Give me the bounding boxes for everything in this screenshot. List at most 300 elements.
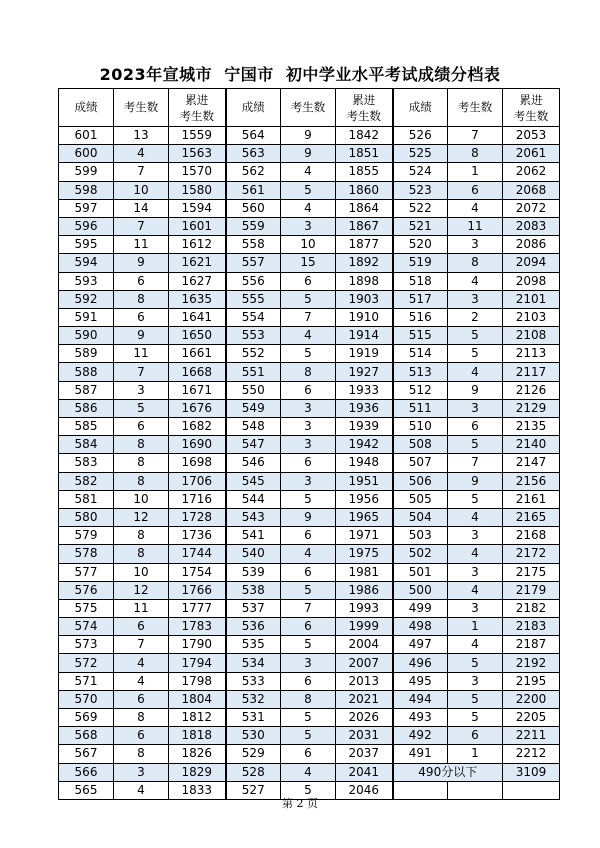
cell-cumulative: 2175 [503, 563, 560, 581]
cell-score: 515 [393, 327, 448, 345]
cell-score: 554 [226, 308, 281, 326]
header-score: 成绩 [59, 89, 114, 127]
cell-count: 8 [114, 545, 169, 563]
cell-cumulative: 2046 [336, 781, 393, 799]
page-number: 第 2 页 [282, 797, 318, 810]
table-row [59, 745, 560, 763]
score-distribution-table [58, 88, 560, 800]
table-row [59, 217, 560, 235]
cell-cumulative: 2211 [503, 727, 560, 745]
cell-count: 4 [281, 199, 336, 217]
cell-count: 3 [281, 418, 336, 436]
cell-cumulative: 2068 [503, 181, 560, 199]
table-row [59, 308, 560, 326]
cell-count: 4 [448, 199, 503, 217]
table-row [59, 236, 560, 254]
cell-cumulative: 2007 [336, 654, 393, 672]
cell-cumulative: 2041 [336, 763, 393, 781]
cell-count: 3 [114, 381, 169, 399]
cell-cumulative: 1728 [169, 508, 226, 526]
cell-count: 8 [114, 472, 169, 490]
cell-count: 4 [448, 272, 503, 290]
table-row [59, 618, 560, 636]
cell-count: 5 [281, 709, 336, 727]
cell-count: 6 [281, 745, 336, 763]
table-row [59, 508, 560, 526]
cell-cumulative: 2192 [503, 654, 560, 672]
header-count: 考生数 [448, 89, 503, 127]
cell-count: 6 [281, 672, 336, 690]
cell-cumulative: 2053 [503, 127, 560, 145]
cell-cumulative: 2061 [503, 145, 560, 163]
cell-cumulative: 1833 [169, 781, 226, 799]
cell-count: 4 [448, 545, 503, 563]
cell-score: 562 [226, 163, 281, 181]
cell-count: 9 [281, 127, 336, 145]
header-row [59, 89, 560, 127]
cell-cumulative: 1942 [336, 436, 393, 454]
cell-cumulative: 2126 [503, 381, 560, 399]
cell-cumulative: 2026 [336, 709, 393, 727]
cell-cumulative: 2031 [336, 727, 393, 745]
cell-count: 2 [448, 308, 503, 326]
cell-cumulative: 1706 [169, 472, 226, 490]
cell-score: 537 [226, 599, 281, 617]
cell-cumulative: 1898 [336, 272, 393, 290]
cell-cumulative: 1794 [169, 654, 226, 672]
table-row [59, 599, 560, 617]
cell-count: 4 [281, 163, 336, 181]
cell-count: 5 [281, 490, 336, 508]
cell-score: 501 [393, 563, 448, 581]
cell-score: 540 [226, 545, 281, 563]
cell-score: 524 [393, 163, 448, 181]
cell-count: 12 [114, 508, 169, 526]
cell-count: 4 [448, 636, 503, 654]
cell-cumulative: 1842 [336, 127, 393, 145]
cell-cumulative: 1804 [169, 690, 226, 708]
cell-cumulative: 1641 [169, 308, 226, 326]
cell-cumulative: 2179 [503, 581, 560, 599]
cell-score: 561 [226, 181, 281, 199]
header-count: 考生数 [281, 89, 336, 127]
cell-cumulative: 2165 [503, 508, 560, 526]
cell-count: 5 [114, 399, 169, 417]
cell-cumulative: 1948 [336, 454, 393, 472]
cell-score: 544 [226, 490, 281, 508]
cell-count: 5 [281, 290, 336, 308]
cell-cumulative: 1777 [169, 599, 226, 617]
cell-score: 558 [226, 236, 281, 254]
cell-score: 545 [226, 472, 281, 490]
table-row [59, 145, 560, 163]
table-row [59, 490, 560, 508]
table-row [59, 290, 560, 308]
cell-cumulative: 2021 [336, 690, 393, 708]
header-count: 考生数 [114, 89, 169, 127]
cell-count: 6 [448, 727, 503, 745]
table-row [59, 163, 560, 181]
cell-cumulative: 2200 [503, 690, 560, 708]
table-row [59, 654, 560, 672]
cell-cumulative: 1790 [169, 636, 226, 654]
cell-score: 520 [393, 236, 448, 254]
cell-cumulative: 1951 [336, 472, 393, 490]
cell-count: 3 [448, 399, 503, 417]
cell-count: 3 [448, 563, 503, 581]
table-row [59, 527, 560, 545]
cell-score: 585 [59, 418, 114, 436]
cell-cumulative: 1798 [169, 672, 226, 690]
title-year-city: 2023年宣城市 [99, 65, 213, 84]
cell-score: 551 [226, 363, 281, 381]
cell-score: 588 [59, 363, 114, 381]
cell-score: 522 [393, 199, 448, 217]
cell-cumulative: 2168 [503, 527, 560, 545]
cell-score: 523 [393, 181, 448, 199]
cell-count: 5 [448, 345, 503, 363]
cell-score: 508 [393, 436, 448, 454]
cell-score: 572 [59, 654, 114, 672]
cell-count: 3 [281, 436, 336, 454]
cell-score: 592 [59, 290, 114, 308]
cell-count: 4 [448, 581, 503, 599]
cell-score: 517 [393, 290, 448, 308]
cell-cumulative: 2187 [503, 636, 560, 654]
cell-count: 7 [281, 308, 336, 326]
cell-count: 5 [281, 581, 336, 599]
cell-score: 512 [393, 381, 448, 399]
cell-count: 11 [448, 217, 503, 235]
cell-count: 9 [281, 508, 336, 526]
cell-cumulative: 2098 [503, 272, 560, 290]
cell-count: 4 [114, 654, 169, 672]
cell-cumulative: 1736 [169, 527, 226, 545]
cell-count: 3 [281, 399, 336, 417]
cell-count: 5 [281, 345, 336, 363]
cell-score: 535 [226, 636, 281, 654]
cell-count: 9 [114, 327, 169, 345]
cell-count: 3 [448, 527, 503, 545]
cell-score: 493 [393, 709, 448, 727]
cell-count: 5 [448, 436, 503, 454]
cell-score: 581 [59, 490, 114, 508]
cell-cumulative: 1682 [169, 418, 226, 436]
cell-cumulative: 1716 [169, 490, 226, 508]
cell-count: 13 [114, 127, 169, 145]
cell-cumulative: 2086 [503, 236, 560, 254]
table-row [59, 545, 560, 563]
table-row [59, 636, 560, 654]
cell-score: 599 [59, 163, 114, 181]
cell-cumulative: 2182 [503, 599, 560, 617]
cell-cumulative: 2072 [503, 199, 560, 217]
cell-cumulative: 2161 [503, 490, 560, 508]
cell-score: 547 [226, 436, 281, 454]
cell-count: 7 [448, 454, 503, 472]
cell-cumulative: 1559 [169, 127, 226, 145]
cell-score: 598 [59, 181, 114, 199]
cell-count: 8 [114, 527, 169, 545]
cell-score: 565 [59, 781, 114, 799]
cell-cumulative: 1981 [336, 563, 393, 581]
cell-cumulative: 1818 [169, 727, 226, 745]
cell-score: 510 [393, 418, 448, 436]
cell-cumulative: 1812 [169, 709, 226, 727]
cell-score: 491 [393, 745, 448, 763]
cell-cumulative: 1939 [336, 418, 393, 436]
cell-count: 7 [114, 363, 169, 381]
cell-score: 576 [59, 581, 114, 599]
cell-cumulative: 1783 [169, 618, 226, 636]
cell-count: 6 [281, 272, 336, 290]
cell-count: 5 [281, 636, 336, 654]
table-row [59, 418, 560, 436]
cell-cumulative: 1956 [336, 490, 393, 508]
cell-score: 586 [59, 399, 114, 417]
title-main: 初中学业水平考试成绩分档表 [285, 65, 501, 84]
cell-score: 548 [226, 418, 281, 436]
cell-count: 6 [114, 418, 169, 436]
cell-count: 3 [448, 236, 503, 254]
cell-count: 6 [281, 618, 336, 636]
cell-cumulative: 1877 [336, 236, 393, 254]
cell-score: 532 [226, 690, 281, 708]
cell-count: 14 [114, 199, 169, 217]
cell-cumulative: 1829 [169, 763, 226, 781]
cell-count: 11 [114, 599, 169, 617]
cell-count: 12 [114, 581, 169, 599]
cell-score: 578 [59, 545, 114, 563]
table-row [59, 763, 560, 781]
cell-count: 6 [448, 181, 503, 199]
cell-count: 1 [448, 163, 503, 181]
cell-score: 534 [226, 654, 281, 672]
cell-cumulative: 1927 [336, 363, 393, 381]
cell-score: 560 [226, 199, 281, 217]
cell-score: 575 [59, 599, 114, 617]
cell-cumulative: 1919 [336, 345, 393, 363]
cell-cumulative: 1851 [336, 145, 393, 163]
cell-score: 543 [226, 508, 281, 526]
cell-score: 502 [393, 545, 448, 563]
cell-cumulative: 1855 [336, 163, 393, 181]
cell-score: 570 [59, 690, 114, 708]
cell-score: 530 [226, 727, 281, 745]
cell-cumulative: 1621 [169, 254, 226, 272]
cell-score: 550 [226, 381, 281, 399]
cell-count: 8 [114, 436, 169, 454]
cell-count: 7 [114, 636, 169, 654]
cell-count: 5 [448, 327, 503, 345]
cell-cumulative: 2147 [503, 454, 560, 472]
cell-count: 9 [114, 254, 169, 272]
cell-cumulative: 2004 [336, 636, 393, 654]
cell-score: 589 [59, 345, 114, 363]
cell-count: 4 [281, 545, 336, 563]
cell-cumulative: 2129 [503, 399, 560, 417]
cell-count: 6 [281, 563, 336, 581]
cell-score: 594 [59, 254, 114, 272]
cell-count: 5 [281, 727, 336, 745]
table-row [59, 327, 560, 345]
cell-cumulative: 2094 [503, 254, 560, 272]
cell-score: 574 [59, 618, 114, 636]
cell-score: 507 [393, 454, 448, 472]
cell-count: 4 [114, 781, 169, 799]
cell-score: 579 [59, 527, 114, 545]
cell-count: 5 [448, 654, 503, 672]
cell-score: 541 [226, 527, 281, 545]
cell-cumulative: 1993 [336, 599, 393, 617]
cell-count: 8 [114, 454, 169, 472]
cell-score: 519 [393, 254, 448, 272]
cell-count: 3 [448, 290, 503, 308]
cell-score: 521 [393, 217, 448, 235]
cell-count: 6 [448, 418, 503, 436]
cell-count: 3 [281, 217, 336, 235]
cell-score: 584 [59, 436, 114, 454]
table-row [59, 399, 560, 417]
cell-count: 4 [114, 672, 169, 690]
cell-score: 498 [393, 618, 448, 636]
cell-score: 567 [59, 745, 114, 763]
cell-score: 577 [59, 563, 114, 581]
cell-count: 1 [448, 745, 503, 763]
cell-count: 6 [114, 618, 169, 636]
cell-cumulative: 1671 [169, 381, 226, 399]
cell-count: 4 [448, 363, 503, 381]
cell-score: 504 [393, 508, 448, 526]
cell-score: 518 [393, 272, 448, 290]
cell-score: 600 [59, 145, 114, 163]
cell-score: 513 [393, 363, 448, 381]
cell-score: 573 [59, 636, 114, 654]
cell-score: 582 [59, 472, 114, 490]
table-row [59, 127, 560, 145]
cell-cumulative: 1933 [336, 381, 393, 399]
cell-cumulative: 2103 [503, 308, 560, 326]
cell-cumulative: 1744 [169, 545, 226, 563]
cell-cumulative: 1690 [169, 436, 226, 454]
cell-cumulative: 2108 [503, 327, 560, 345]
cell-score: 590 [59, 327, 114, 345]
table-row [59, 454, 560, 472]
table-row [59, 672, 560, 690]
table-row [59, 254, 560, 272]
cell-count: 6 [114, 727, 169, 745]
cell-count: 6 [281, 527, 336, 545]
cell-cumulative: 1650 [169, 327, 226, 345]
cell-cumulative: 1635 [169, 290, 226, 308]
cell-score: 492 [393, 727, 448, 745]
table-row [59, 363, 560, 381]
cell-count: 3 [448, 599, 503, 617]
cell-cumulative: 1612 [169, 236, 226, 254]
cell-score: 571 [59, 672, 114, 690]
cell-cumulative: 1627 [169, 272, 226, 290]
cell-cumulative: 2172 [503, 545, 560, 563]
cell-count: 9 [281, 145, 336, 163]
cell-cumulative: 1570 [169, 163, 226, 181]
cell-count: 6 [281, 454, 336, 472]
cell-score: 555 [226, 290, 281, 308]
cell-score: 580 [59, 508, 114, 526]
cell-cumulative: 1594 [169, 199, 226, 217]
cell-score: 587 [59, 381, 114, 399]
cell-cumulative: 3109 [503, 763, 560, 781]
cell-cumulative: 1826 [169, 745, 226, 763]
table-row [59, 381, 560, 399]
header-score: 成绩 [226, 89, 281, 127]
table-row [59, 272, 560, 290]
cell-cumulative: 1867 [336, 217, 393, 235]
header-cumulative: 累进 考生数 [336, 89, 393, 127]
cell-count: 1 [448, 618, 503, 636]
cell-cumulative: 1864 [336, 199, 393, 217]
cell-cumulative: 1910 [336, 308, 393, 326]
cell-score: 559 [226, 217, 281, 235]
cell-count: 8 [114, 290, 169, 308]
cell-score: 536 [226, 618, 281, 636]
cell-score: 601 [59, 127, 114, 145]
cell-cumulative: 1971 [336, 527, 393, 545]
cell-score: 593 [59, 272, 114, 290]
cell-count: 7 [114, 163, 169, 181]
cell-cumulative: 2062 [503, 163, 560, 181]
table-row [59, 709, 560, 727]
cell-cumulative: 2113 [503, 345, 560, 363]
cell-cumulative: 1661 [169, 345, 226, 363]
cell-count: 10 [281, 236, 336, 254]
cell-score: 531 [226, 709, 281, 727]
cell-count: 5 [448, 490, 503, 508]
cell-score: 525 [393, 145, 448, 163]
cell-cumulative: 1698 [169, 454, 226, 472]
cell-score: 527 [226, 781, 281, 799]
cell-count: 6 [114, 690, 169, 708]
table-row [59, 727, 560, 745]
score-distribution-table-container [58, 88, 560, 800]
cell-score: 505 [393, 490, 448, 508]
cell-score: 496 [393, 654, 448, 672]
cell-score: 556 [226, 272, 281, 290]
cell-cumulative: 2101 [503, 290, 560, 308]
cell-cumulative: 2037 [336, 745, 393, 763]
cell-score: 516 [393, 308, 448, 326]
cell-count: 6 [114, 308, 169, 326]
table-row [59, 181, 560, 199]
cell-below-threshold-label: 490分以下 [393, 763, 503, 781]
cell-count: 5 [281, 781, 336, 799]
cell-cumulative: 2212 [503, 745, 560, 763]
cell-score: 566 [59, 763, 114, 781]
cell-score: 514 [393, 345, 448, 363]
cell-score: 526 [393, 127, 448, 145]
cell-count: 4 [281, 763, 336, 781]
title-county: 宁国市 [224, 65, 274, 84]
cell-count: 8 [114, 709, 169, 727]
cell-count: 3 [281, 472, 336, 490]
cell-score: 557 [226, 254, 281, 272]
cell-cumulative: 1914 [336, 327, 393, 345]
cell-count: 7 [448, 127, 503, 145]
table-row [59, 690, 560, 708]
cell-score: 500 [393, 581, 448, 599]
cell-count: 4 [281, 327, 336, 345]
cell-score: 568 [59, 727, 114, 745]
cell-count: 8 [281, 690, 336, 708]
